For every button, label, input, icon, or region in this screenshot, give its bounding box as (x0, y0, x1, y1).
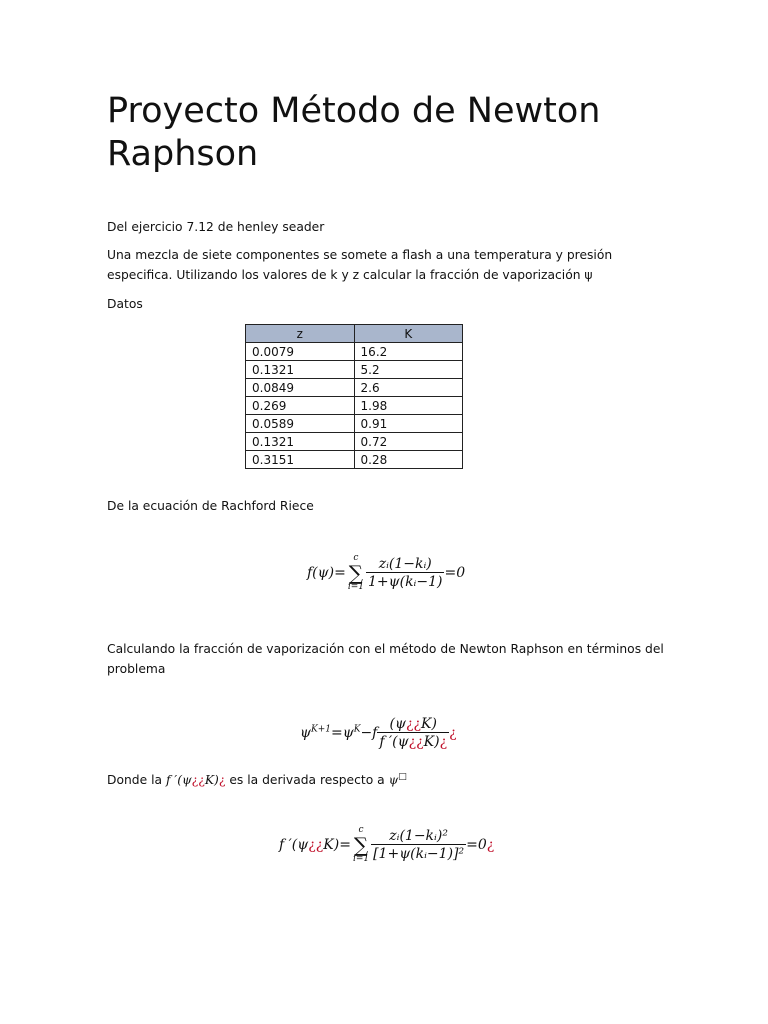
eq2-num-a: (ψ (389, 716, 406, 732)
eq3-lhs-b: K)= (323, 837, 351, 853)
eq3-lhs-red: ¿¿ (308, 837, 324, 853)
table-row (246, 343, 463, 361)
sum-lower: i=1 (352, 854, 370, 864)
eq2-tail: ¿ (449, 725, 457, 741)
table-cell-k: 0.72 (354, 433, 462, 451)
eq3-fraction (371, 828, 466, 862)
inline-red: ¿¿ (191, 773, 205, 788)
table-row (246, 451, 463, 469)
sum-upper: c (353, 553, 359, 563)
paragraph-problem: Una mezcla de siete componentes se somete a flash a una temperatura y presión especifica. Utilizando los valores de k y z calcular la fracción de vaporización ψ (107, 248, 613, 282)
equation-newton-iteration (300, 716, 457, 750)
eq2-num-b: K) (420, 716, 437, 732)
summation-symbol: c ∑ i=1 (352, 825, 370, 864)
derivative-text-before: Donde la (107, 773, 163, 788)
summation-symbol: c ∑ i=1 (347, 553, 364, 592)
table-cell-k: 16.2 (354, 343, 462, 361)
table-row (246, 361, 463, 379)
table-row (246, 415, 463, 433)
eq2-mid-sup: K (353, 724, 361, 735)
eq3-denominator: [1+ψ(kᵢ−1)]² (373, 846, 465, 862)
table-cell-k: 0.91 (354, 415, 462, 433)
eq1-numerator: zᵢ(1−kᵢ) (378, 556, 432, 572)
table-row (246, 433, 463, 451)
sum-lower: i=1 (347, 582, 364, 592)
eq1-lhs: f(ψ)= (307, 565, 346, 581)
equation-derivative (279, 826, 494, 864)
eq2-denominator (377, 732, 449, 750)
data-table (245, 324, 463, 469)
inline-formula (166, 773, 225, 787)
table-cell-k: 2.6 (354, 379, 462, 397)
table-cell-k: 5.2 (354, 361, 462, 379)
eq2-lhs-sup: K+1 (310, 724, 331, 735)
paragraph-datos: Datos (107, 297, 143, 311)
table-header-k: K (354, 325, 462, 343)
eq3-rhs: =0 (466, 837, 487, 853)
sum-upper: c (358, 825, 364, 835)
inline-b: K) (204, 773, 219, 788)
eq2-num-red: ¿¿ (405, 716, 421, 732)
inline-a: f ′(ψ (165, 773, 192, 788)
table-cell-z: 0.1321 (246, 433, 355, 451)
table-cell-k: 1.98 (354, 397, 462, 415)
table-row (246, 397, 463, 415)
inline-tail: ¿ (218, 773, 226, 788)
eq2-lhs: ψ (300, 725, 311, 741)
eq3-lhs-a: f ′(ψ (279, 837, 309, 853)
table-cell-k: 0.28 (354, 451, 462, 469)
inline-psi: ψ (388, 773, 399, 788)
paragraph-derivative (107, 768, 667, 791)
table-cell-z: 0.0079 (246, 343, 355, 361)
eq2-mid: =ψ (330, 725, 354, 741)
eq1-rhs: =0 (444, 565, 466, 581)
eq2-fraction (377, 716, 449, 750)
eq3-numerator: zᵢ(1−kᵢ)² (389, 828, 448, 844)
table-cell-z: 0.1321 (246, 361, 355, 379)
paragraph-newton: Calculando la fracción de vaporización con el método de Newton Raphson en términos del problema (107, 642, 664, 676)
eq2-minus-f: −f (360, 725, 378, 741)
eq2-den-b: K) (423, 734, 440, 750)
table-cell-z: 0.3151 (246, 451, 355, 469)
equation-rachford-rice (307, 554, 465, 592)
table-cell-z: 0.0589 (246, 415, 355, 433)
table-header-row (246, 325, 463, 343)
table-cell-z: 0.269 (246, 397, 355, 415)
eq1-denominator: 1+ψ(kᵢ−1) (367, 574, 443, 590)
derivative-text-after: es la derivada respecto a (229, 773, 385, 788)
placeholder-box-icon: □ (398, 772, 407, 782)
eq2-den-a: f ′(ψ (379, 734, 409, 750)
eq2-den-red: ¿¿ (408, 734, 424, 750)
table-cell-z: 0.0849 (246, 379, 355, 397)
document-title: Proyecto Método de Newton Raphson (107, 91, 601, 174)
paragraph-source: Del ejercicio 7.12 de henley seader (107, 220, 325, 234)
paragraph-rachford: De la ecuación de Rachford Riece (107, 499, 314, 513)
table-header-z: z (246, 325, 355, 343)
eq1-fraction (366, 556, 444, 590)
eq3-tail: ¿ (486, 837, 495, 853)
eq2-den-tail: ¿ (439, 734, 448, 750)
eq2-numerator (377, 716, 449, 732)
table-row (246, 379, 463, 397)
